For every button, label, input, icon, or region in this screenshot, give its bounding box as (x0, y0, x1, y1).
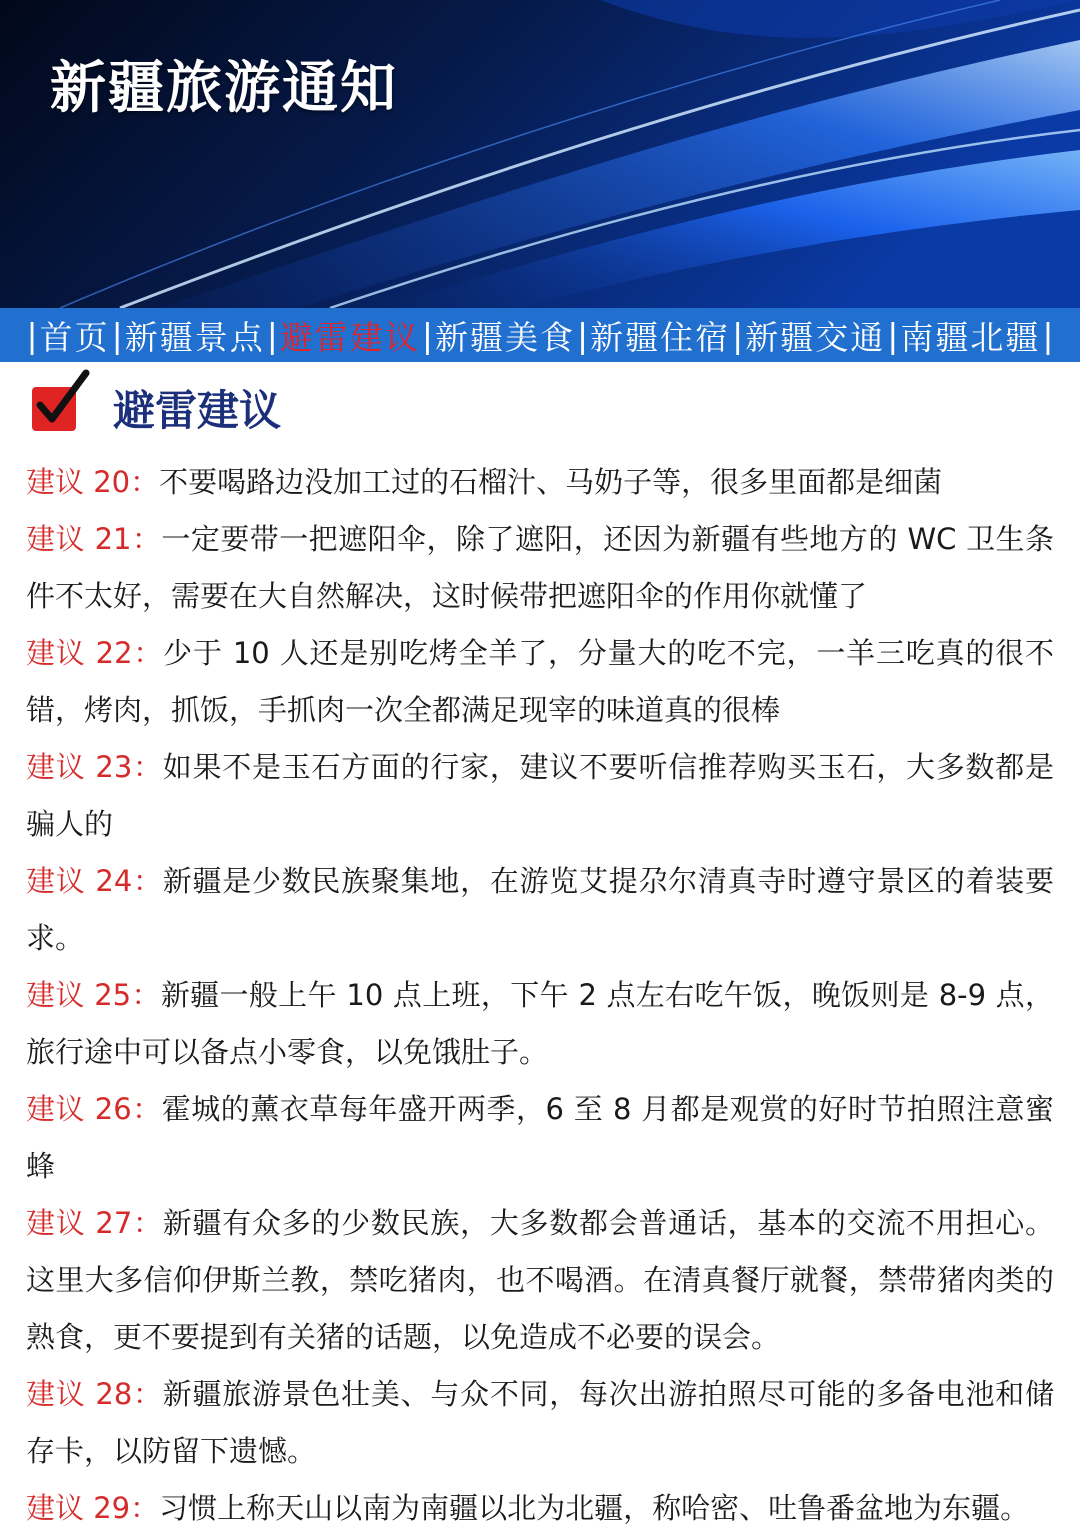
section-title: 避雷建议 (113, 386, 282, 435)
tip-text: 新疆一般上午 10 点上班，下午 2 点左右吃午饭，晚饭则是 8-9 点，旅行途中可以备点小零食，以免饿肚子。 (26, 978, 1054, 1069)
nav-item-south-north[interactable]: 南疆北疆 (900, 317, 1041, 357)
tip-text: 如果不是玉石方面的行家，建议不要听信推荐购买玉石，大多数都是骗人的 (26, 750, 1054, 841)
nav-item-lodging[interactable]: 新疆住宿 (590, 317, 731, 357)
banner-title: 新疆旅游通知 (50, 56, 398, 121)
nav-separator: | (1042, 315, 1054, 355)
nav-item-home[interactable]: 首页 (39, 317, 110, 357)
nav-separator: | (26, 315, 38, 355)
tip-item (26, 1081, 1054, 1195)
tip-label: 建议 28： (26, 1377, 163, 1411)
nav-item-transport[interactable]: 新疆交通 (745, 317, 886, 357)
checkmark-icon (32, 383, 82, 433)
nav-separator: | (266, 315, 278, 355)
tip-label: 建议 27： (26, 1206, 163, 1240)
tip-item (26, 511, 1054, 625)
tip-item (26, 1366, 1054, 1480)
tip-label: 建议 26： (26, 1092, 162, 1126)
banner (0, 0, 1080, 308)
nav-separator: | (577, 315, 589, 355)
section-header (0, 362, 1080, 454)
tip-text: 不要喝路边没加工过的石榴汁、马奶子等，很多里面都是细菌 (159, 465, 943, 499)
nav-separator: | (887, 315, 899, 355)
tip-item (26, 625, 1054, 739)
tip-text: 新疆旅游景色壮美、与众不同，每次出游拍照尽可能的多备电池和储存卡，以防留下遗憾。 (26, 1377, 1054, 1468)
top-nav (0, 308, 1080, 362)
tip-item (26, 454, 1054, 511)
nav-separator: | (421, 315, 433, 355)
nav-item-attractions[interactable]: 新疆景点 (124, 317, 265, 357)
tips-list (0, 454, 1080, 1537)
tip-label: 建议 22： (26, 636, 164, 670)
tip-text: 新疆有众多的少数民族，大多数都会普通话，基本的交流不用担心。这里大多信仰伊斯兰教，禁吃猪肉，也不喝酒。在清真餐厅就餐，禁带猪肉类的熟食，更不要提到有关猪的话题，以免造成不必要的误会。 (26, 1206, 1054, 1354)
tip-text: 新疆是少数民族聚集地，在游览艾提尕尔清真寺时遵守景区的着装要求。 (26, 864, 1054, 955)
tip-item (26, 1480, 1054, 1537)
tip-label: 建议 21： (26, 522, 162, 556)
nav-separator: | (111, 315, 123, 355)
tip-label: 建议 29： (26, 1491, 160, 1525)
tip-label: 建议 25： (26, 978, 161, 1012)
tip-item (26, 1195, 1054, 1366)
tip-item (26, 739, 1054, 853)
tip-label: 建议 24： (26, 864, 163, 898)
tip-item (26, 853, 1054, 967)
nav-item-tips[interactable]: 避雷建议 (279, 317, 420, 357)
nav-item-food[interactable]: 新疆美食 (435, 317, 575, 357)
tip-label: 建议 23： (26, 750, 163, 784)
nav-separator: | (732, 315, 744, 355)
tip-label: 建议 20： (26, 465, 160, 499)
tip-text: 少于 10 人还是别吃烤全羊了，分量大的吃不完，一羊三吃真的很不错，烤肉，抓饭，手抓肉一次全都满足现宰的味道真的很棒 (26, 636, 1054, 727)
tip-text: 一定要带一把遮阳伞，除了遮阳，还因为新疆有些地方的 WC 卫生条件不太好，需要在大自然解决，这时候带把遮阳伞的作用你就懂了 (26, 522, 1054, 613)
tip-text: 霍城的薰衣草每年盛开两季，6 至 8 月都是观赏的好时节拍照注意蜜蜂 (26, 1092, 1055, 1183)
tip-item (26, 967, 1054, 1081)
tip-text: 习惯上称天山以南为南疆以北为北疆，称哈密、吐鲁番盆地为东疆。 (159, 1491, 1030, 1525)
